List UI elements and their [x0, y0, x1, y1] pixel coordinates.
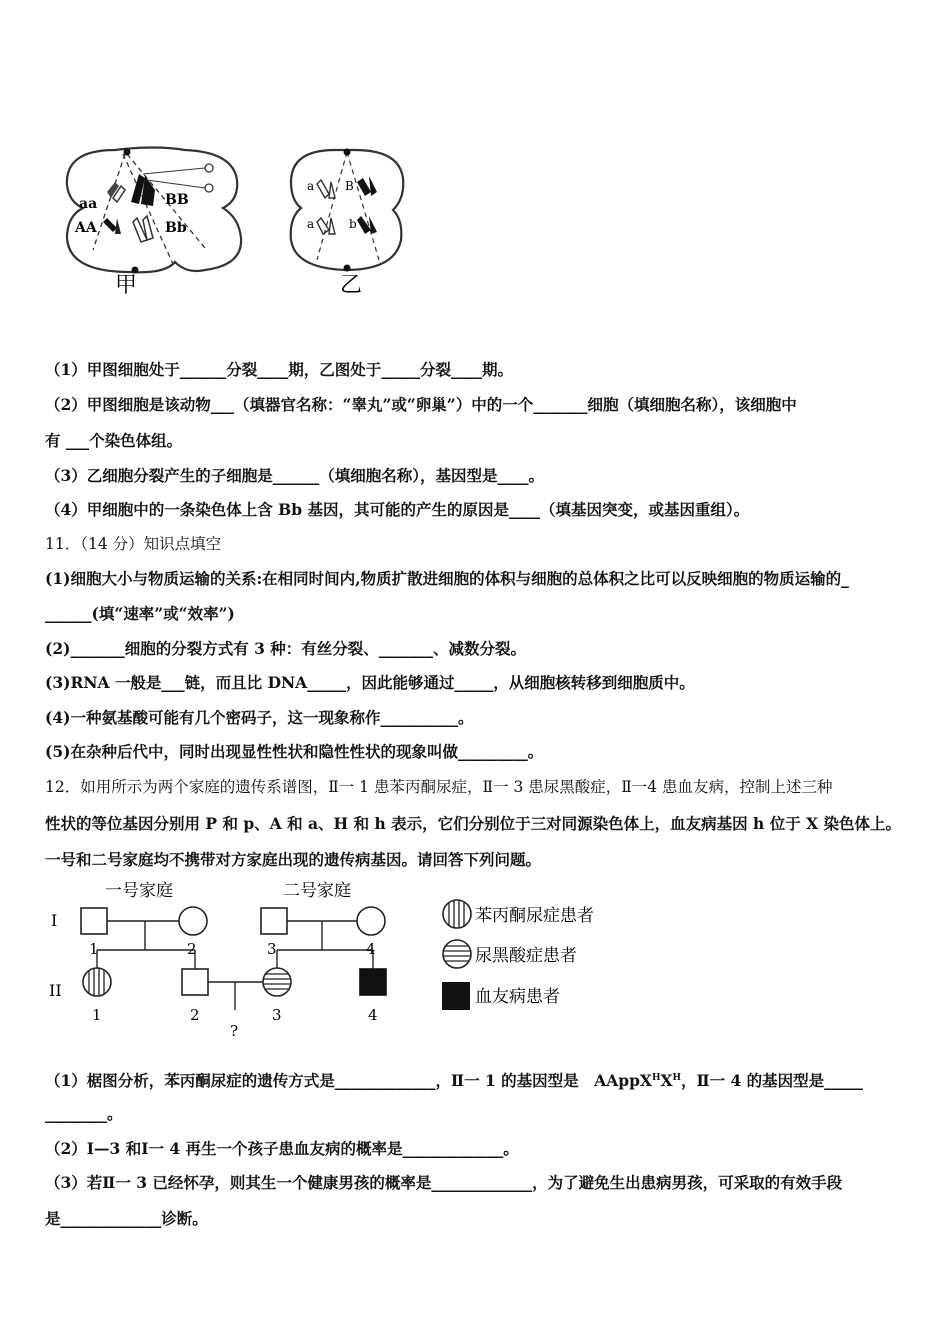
II3-female-alkaptonuria	[259, 968, 295, 996]
family1-label: 一号家庭	[105, 881, 173, 901]
I3-num: 3	[267, 940, 277, 958]
label-a-top: a	[307, 179, 315, 193]
generation-II: II	[49, 981, 62, 1000]
q11-part3: (3)RNA 一般是___链，而且比 DNA_____，因此能够通过_____，从细胞核转移到细胞质中。	[45, 673, 695, 692]
q10-part3: （3）乙细胞分裂产生的子细胞是______（填细胞名称），基因型是____。	[45, 466, 545, 485]
q10-part2-line1: （2）甲图细胞是该动物___（填器官名称：“睾丸”或“卵巢”）中的一个_______细胞（填细胞名称），该细胞中	[45, 395, 797, 414]
q12-part1-line1: （1）椐图分析，苯丙酮尿症的遗传方式是_____________，Ⅱ一 1 的基因型是 $AAppX^HX^H$，Ⅱ一 4 的基因型是_____	[45, 1071, 863, 1090]
label-b: b	[349, 217, 357, 231]
generation-I: I	[51, 911, 58, 930]
II1-female-pku	[83, 964, 111, 1000]
II4-male-hemophilia	[360, 969, 386, 995]
q12-part3-line2: 是_____________诊断。	[45, 1209, 208, 1228]
q12-stem-line3: 一号和二号家庭均不携带对方家庭出现的遗传病基因。请回答下列问题。	[45, 850, 542, 869]
q12-part1-line2: ________。	[45, 1104, 123, 1123]
q12-part2: （2）Ⅰ—3 和Ⅰ一 4 再生一个孩子患血友病的概率是_____________。	[45, 1139, 519, 1158]
label-a-bottom: a	[307, 217, 315, 231]
label-AA: AA	[75, 220, 97, 236]
q11-heading: 11．（14 分）知识点填空	[45, 535, 222, 553]
I1-male	[81, 908, 107, 934]
legend-alkaptonuria-icon	[439, 940, 475, 968]
label-BB: BB	[165, 192, 189, 208]
legend-pku-label: 苯丙酮尿症患者	[475, 906, 594, 926]
legend-hemophilia-icon	[442, 982, 470, 1010]
label-B: B	[345, 179, 354, 193]
q10-part1: （1）甲图细胞处于______分裂____期，乙图处于_____分裂____期。	[45, 360, 514, 379]
cell-yi	[291, 149, 404, 299]
family2-label: 二号家庭	[283, 881, 351, 901]
q10-part2-line2: 有 ___个染色体组。	[45, 431, 183, 450]
I2-female	[179, 907, 207, 935]
II4-num: 4	[368, 1006, 378, 1024]
q12-part3-line1: （3）若Ⅱ一 3 已经怀孕，则其生一个健康男孩的概率是_____________，为了避免生出患病男孩，可采取的有效手段	[45, 1173, 843, 1192]
label-aa: aa	[79, 196, 98, 212]
q11-part4: (4)一种氨基酸可能有几个密码子，这一现象称作__________。	[45, 708, 474, 727]
q11-part1-line2: ______(填“速率”或“效率”)	[45, 604, 235, 623]
I4-num: 4	[366, 940, 376, 958]
legend-pku-icon	[443, 896, 471, 932]
caption-yi: 乙	[340, 273, 363, 298]
I4-female	[357, 907, 385, 935]
cell-division-figure	[55, 140, 425, 300]
II2-male	[182, 969, 208, 995]
q10-part4: （4）甲细胞中的一条染色体上含 Bb 基因，其可能的产生的原因是____（填基因突变，或基因重组）。	[45, 500, 750, 519]
q11-part5: (5)在杂种后代中，同时出现显性性状和隐性性状的现象叫做_________。	[45, 742, 544, 761]
q12-stem-line2: 性状的等位基因分别用 P 和 p、A 和 a、H 和 h 表示，它们分别位于三对同源染色体上，血友病基因 h 位于 X 染色体上。	[45, 814, 902, 833]
q12-stem-line1: 12．如用所示为两个家庭的遗传系谱图，Ⅱ一 1 患苯丙酮尿症，Ⅱ一 3 患尿黑酸症，Ⅱ一4 患血友病，控制上述三种	[45, 778, 833, 796]
label-Bb: Bb	[165, 220, 187, 236]
q11-part1-line1: (1)细胞大小与物质运输的关系:在相同时间内,物质扩散进细胞的体积与细胞的总体积之比可以反映细胞的物质运输的_	[45, 569, 849, 588]
legend-alkaptonuria-label: 尿黑酸症患者	[475, 946, 577, 966]
II3-num: 3	[272, 1006, 282, 1024]
caption-jia: 甲	[115, 273, 138, 298]
II2-num: 2	[190, 1006, 200, 1024]
legend-hemophilia-label: 血友病患者	[475, 987, 560, 1007]
I3-male	[261, 908, 287, 934]
q11-part2: (2)_______细胞的分裂方式有 3 种：有丝分裂、_______、减数分裂。	[45, 639, 527, 658]
I1-num: 1	[89, 940, 99, 958]
cell-jia	[67, 148, 241, 299]
pedigree-chart	[45, 874, 615, 1044]
unknown-child: ?	[230, 1022, 239, 1040]
I2-num: 2	[187, 940, 197, 958]
II1-num: 1	[92, 1006, 102, 1024]
